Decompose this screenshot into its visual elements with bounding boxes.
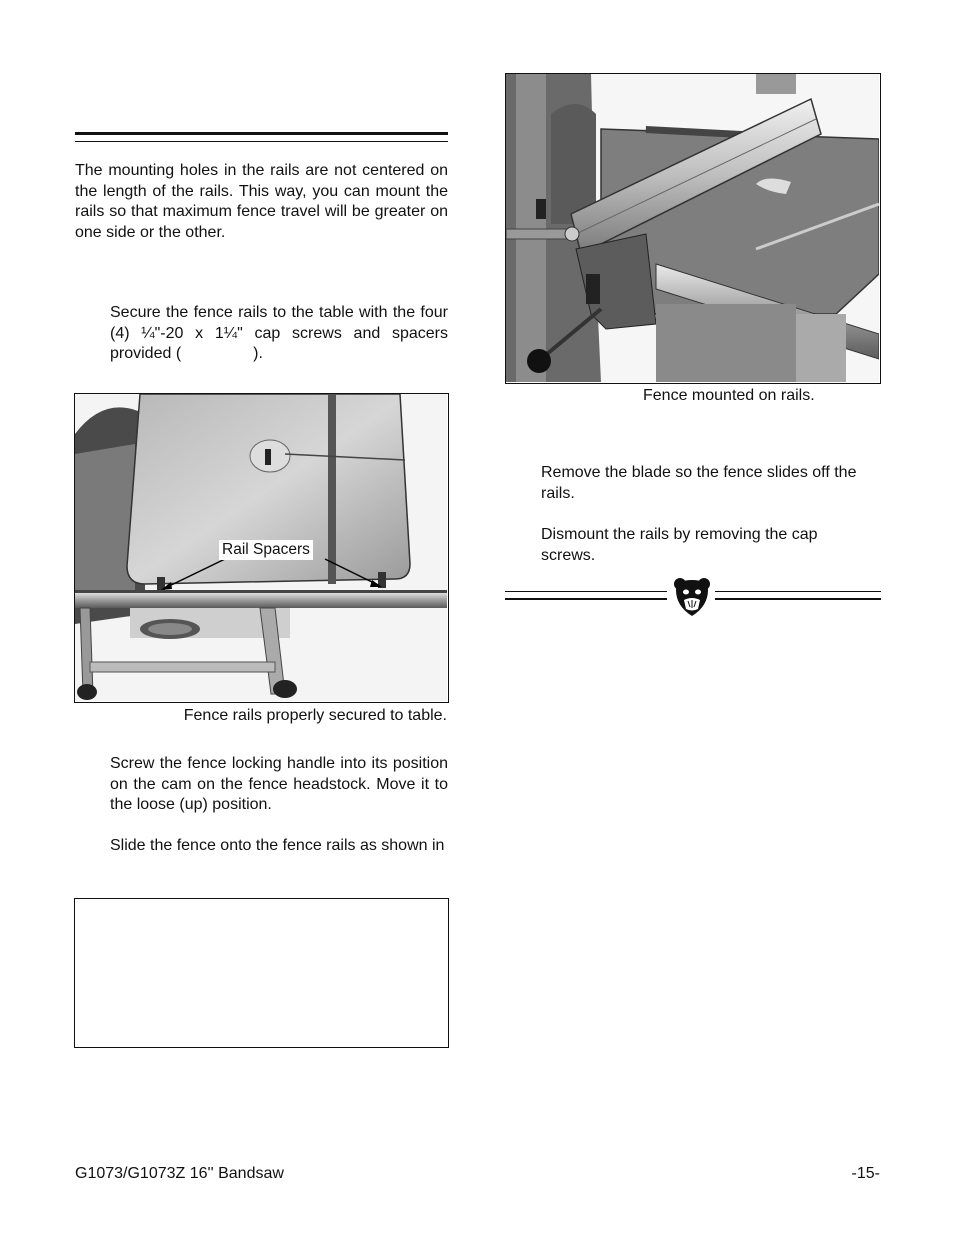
fence-mounted-illustration [506, 74, 879, 382]
photo-fence-mounted [505, 73, 881, 384]
note-box [74, 898, 449, 1048]
section-heading-rule-thick [75, 132, 448, 135]
photo-rails-secured-caption: Fence rails properly secured to table. [183, 707, 447, 724]
divider-right-thin [715, 591, 881, 592]
divider-right-thick [715, 598, 881, 600]
photo-fence-mounted-caption: Fence mounted on rails. [643, 387, 815, 404]
step-dismount-rails: Dismount the rails by removing the cap screws. [541, 526, 818, 564]
footer-page-number: -15- [851, 1165, 880, 1182]
divider-left-thin [505, 591, 667, 592]
rail-spacers-label: Rail Spacers [219, 540, 313, 560]
step-secure-rails-end: ). [253, 345, 263, 362]
bear-logo-icon [672, 576, 712, 618]
step-secure-rails-text: Secure the fence rails to the table with the four (4) ¼"-20 x 1¼" cap screws and spacers provided ( [110, 304, 448, 362]
step-remove-blade: Remove the blade so the fence slides off the rails. [541, 464, 857, 502]
section-heading-rule-thin [75, 141, 448, 142]
step-slide-fence: Slide the fence onto the fence rails as shown in [110, 837, 445, 854]
intro-paragraph: The mounting holes in the rails are not centered on the length of the rails. This way, you can mount the rails so that maximum fence travel will be greater on one side or the other. [75, 162, 448, 241]
step-locking-handle: Screw the fence locking handle into its position on the cam on the fence headstock. Move it to the loose (up) position. [110, 755, 448, 813]
step-secure-rails [110, 303, 448, 365]
photo-rails-secured [74, 393, 449, 703]
footer-model: G1073/G1073Z 16'' Bandsaw [75, 1165, 284, 1182]
divider-left-thick [505, 598, 667, 600]
